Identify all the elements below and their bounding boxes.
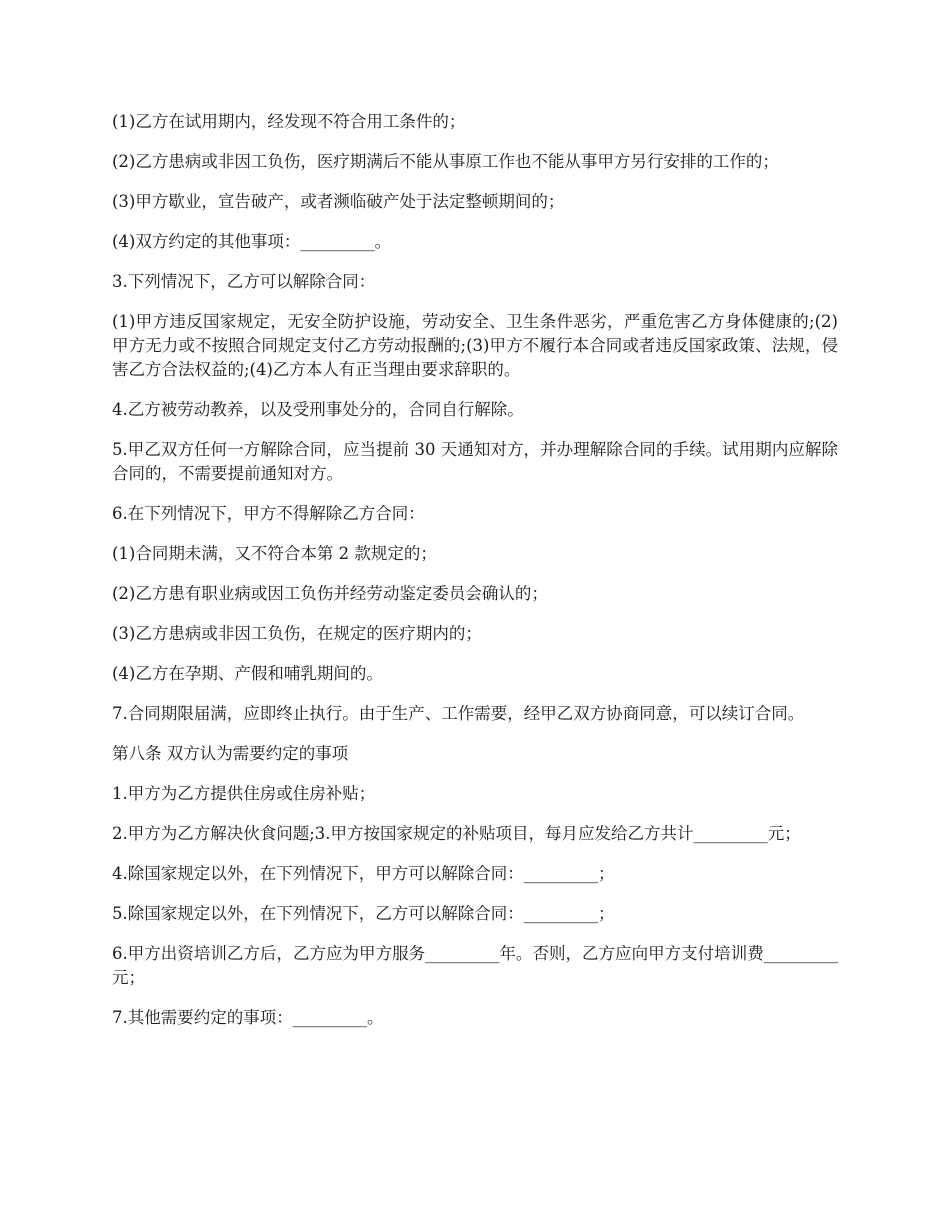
section-6-item-3: (3)乙方患病或非因工负伤，在规定的医疗期内的；	[112, 624, 482, 643]
section-3-conditions: (1)甲方违反国家规定，无安全防护设施，劳动安全、卫生条件恶劣，严重危害乙方身体健康的;(2)甲方无力或不按照合同规定支付乙方劳动报酬的;(3)甲方不履行本合同或者违反国家政策、法规，侵害乙方合法权益的;(4)乙方本人有正当理由要求辞职的。	[112, 312, 838, 379]
clause-1-probation: (1)乙方在试用期内，经发现不符合用工条件的；	[112, 112, 466, 131]
article-8-heading: 第八条 双方认为需要约定的事项	[112, 744, 349, 763]
section-6-item-2: (2)乙方患有职业病或因工负伤并经劳动鉴定委员会确认的；	[112, 584, 548, 603]
section-6-item-1: (1)合同期未满，又不符合本第 2 款规定的；	[112, 544, 437, 563]
document-body	[112, 110, 838, 1046]
article-8-item-6: 6.甲方出资培训乙方后，乙方应为甲方服务_________年。否则，乙方应向甲方支付培训费_________元；	[112, 944, 838, 987]
article-8-item-4: 4.除国家规定以外，在下列情况下，甲方可以解除合同：_________；	[112, 864, 615, 883]
clause-2-illness: (2)乙方患病或非因工负伤，医疗期满后不能从事原工作也不能从事甲方另行安排的工作的；	[112, 152, 779, 171]
article-8-item-7: 7.其他需要约定的事项：_________。	[112, 1008, 384, 1027]
section-3-heading: 3.下列情况下，乙方可以解除合同：	[112, 272, 376, 291]
article-8-item-1: 1.甲方为乙方提供住房或住房补贴；	[112, 784, 376, 803]
section-4-text: 4.乙方被劳动教养，以及受刑事处分的，合同自行解除。	[112, 400, 524, 419]
section-6-heading: 6.在下列情况下，甲方不得解除乙方合同：	[112, 504, 425, 523]
section-7-text: 7.合同期限届满，应即终止执行。由于生产、工作需要，经甲乙双方协商同意，可以续订合同。	[112, 704, 805, 723]
article-8-item-2: 2.甲方为乙方解决伙食问题;3.甲方按国家规定的补贴项目，每月应发给乙方共计_________元；	[112, 824, 801, 843]
clause-3-bankruptcy: (3)甲方歇业，宣告破产，或者濒临破产处于法定整顿期间的；	[112, 192, 565, 211]
section-6-item-4: (4)乙方在孕期、产假和哺乳期间的。	[112, 664, 383, 683]
clause-4-other-items: (4)双方约定的其他事项：_________。	[112, 232, 392, 251]
article-8-item-5: 5.除国家规定以外，在下列情况下，乙方可以解除合同：_________；	[112, 904, 615, 923]
section-5-text: 5.甲乙双方任何一方解除合同，应当提前 30 天通知对方，并办理解除合同的手续。试用期内应解除合同的，不需要提前通知对方。	[112, 440, 838, 483]
